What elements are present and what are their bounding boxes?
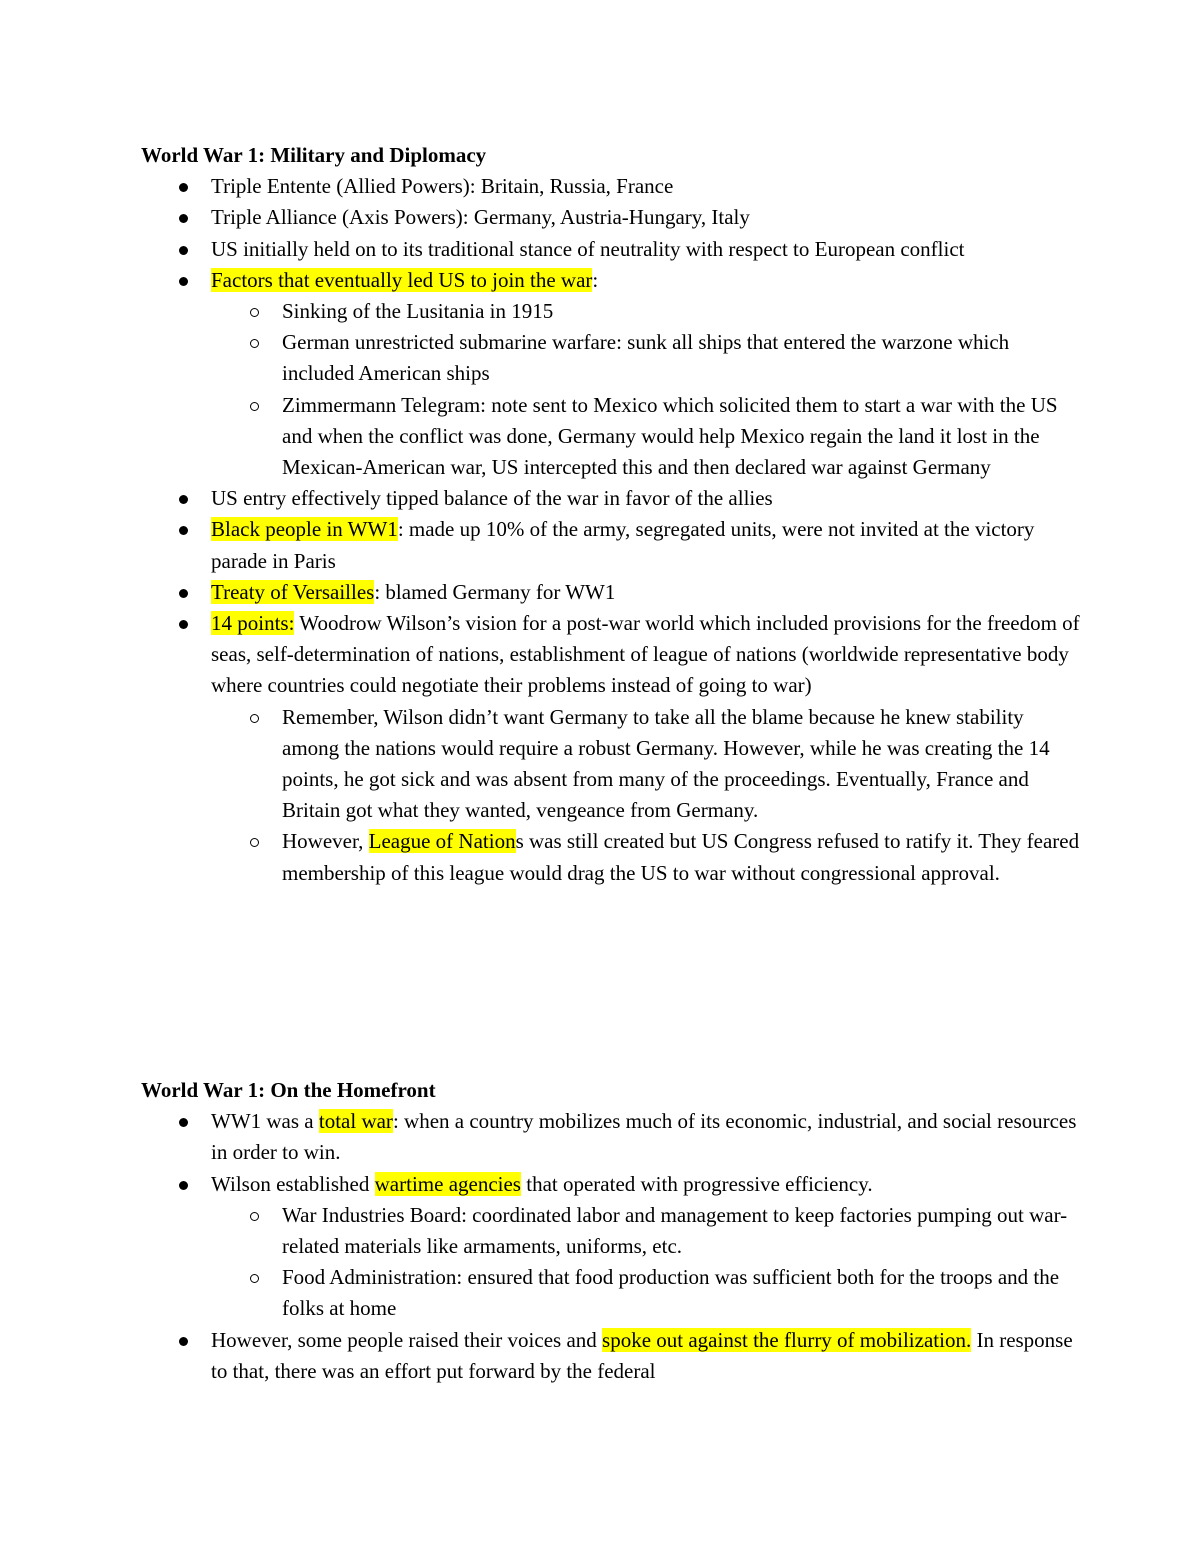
highlighted-text: Factors that eventually led US to join the war — [211, 267, 593, 292]
highlighted-text: Treaty of Versailles — [211, 579, 375, 604]
hollow-bullet-icon — [250, 402, 259, 411]
filled-bullet-icon — [179, 526, 188, 535]
sub-list-item: Sinking of the Lusitania in 1915 — [141, 296, 1081, 327]
highlighted-text: total war — [318, 1109, 393, 1134]
filled-bullet-icon — [179, 214, 188, 223]
filled-bullet-icon — [179, 589, 188, 598]
sub-list-item: Remember, Wilson didn’t want Germany to take all the blame because he knew stability among the nations would require a robust Germany. However, while he was creating the 14 points, he got sick and was absent from many of the proceedings. Eventually, France and Britain got what they wanted, vengeance from Germany. — [141, 702, 1081, 827]
hollow-bullet-icon — [250, 1212, 259, 1221]
filled-bullet-icon — [179, 1337, 188, 1346]
highlighted-text: League of Nation — [368, 829, 516, 854]
list-item: US initially held on to its traditional stance of neutrality with respect to European conflict — [141, 234, 1081, 265]
bullet-list — [141, 171, 1081, 889]
list-item: US entry effectively tipped balance of the war in favor of the allies — [141, 483, 1081, 514]
section-homefront — [141, 1075, 1081, 1387]
sub-list-item: Zimmermann Telegram: note sent to Mexico which solicited them to start a war with the US and when the conflict was done, Germany would help Mexico regain the land it lost in the Mexican-American war, US intercepted this and then declared war against Germany — [141, 390, 1081, 484]
filled-bullet-icon — [179, 1181, 188, 1190]
hollow-bullet-icon — [250, 1274, 259, 1283]
list-item: Triple Alliance (Axis Powers): Germany, Austria-Hungary, Italy — [141, 202, 1081, 233]
list-item: 14 points: Woodrow Wilson’s vision for a post-war world which included provisions for the freedom of seas, self-determination of nations, establishment of league of nations (worldwide representative body where countries could negotiate their problems instead of going to war) — [141, 608, 1081, 702]
highlighted-text: Black people in WW1 — [211, 517, 398, 542]
list-item: However, some people raised their voices and spoke out against the flurry of mobilization. In response to that, there was an effort put forward by the federal — [141, 1325, 1081, 1387]
section-military-diplomacy — [141, 140, 1081, 889]
sub-list-item: However, League of Nations was still created but US Congress refused to ratify it. They feared membership of this league would drag the US to war without congressional approval. — [141, 826, 1081, 888]
hollow-bullet-icon — [250, 339, 259, 348]
sub-list-item: War Industries Board: coordinated labor and management to keep factories pumping out war-related materials like armaments, uniforms, etc. — [141, 1200, 1081, 1262]
filled-bullet-icon — [179, 246, 188, 255]
filled-bullet-icon — [179, 277, 188, 286]
section-heading: World War 1: On the Homefront — [141, 1078, 436, 1102]
hollow-bullet-icon — [250, 308, 259, 317]
list-item: WW1 was a total war: when a country mobilizes much of its economic, industrial, and social resources in order to win. — [141, 1106, 1081, 1168]
filled-bullet-icon — [179, 1118, 188, 1127]
hollow-bullet-icon — [250, 838, 259, 847]
list-item: Triple Entente (Allied Powers): Britain, Russia, France — [141, 171, 1081, 202]
sub-list-item: German unrestricted submarine warfare: sunk all ships that entered the warzone which included American ships — [141, 327, 1081, 389]
filled-bullet-icon — [179, 495, 188, 504]
filled-bullet-icon — [179, 620, 188, 629]
section-heading: World War 1: Military and Diplomacy — [141, 143, 487, 167]
sub-list-item: Food Administration: ensured that food production was sufficient both for the troops and the folks at home — [141, 1262, 1081, 1324]
list-item: Factors that eventually led US to join the war: — [141, 265, 1081, 296]
hollow-bullet-icon — [250, 714, 259, 723]
list-item: Treaty of Versailles: blamed Germany for WW1 — [141, 577, 1081, 608]
list-item: Wilson established wartime agencies that operated with progressive efficiency. — [141, 1169, 1081, 1200]
highlighted-text: 14 points: — [211, 611, 295, 636]
filled-bullet-icon — [179, 183, 188, 192]
bullet-list — [141, 1106, 1081, 1387]
list-item: Black people in WW1: made up 10% of the army, segregated units, were not invited at the victory parade in Paris — [141, 514, 1081, 576]
highlighted-text: wartime agencies — [374, 1171, 521, 1196]
highlighted-text: spoke out against the flurry of mobilization. — [602, 1327, 972, 1352]
